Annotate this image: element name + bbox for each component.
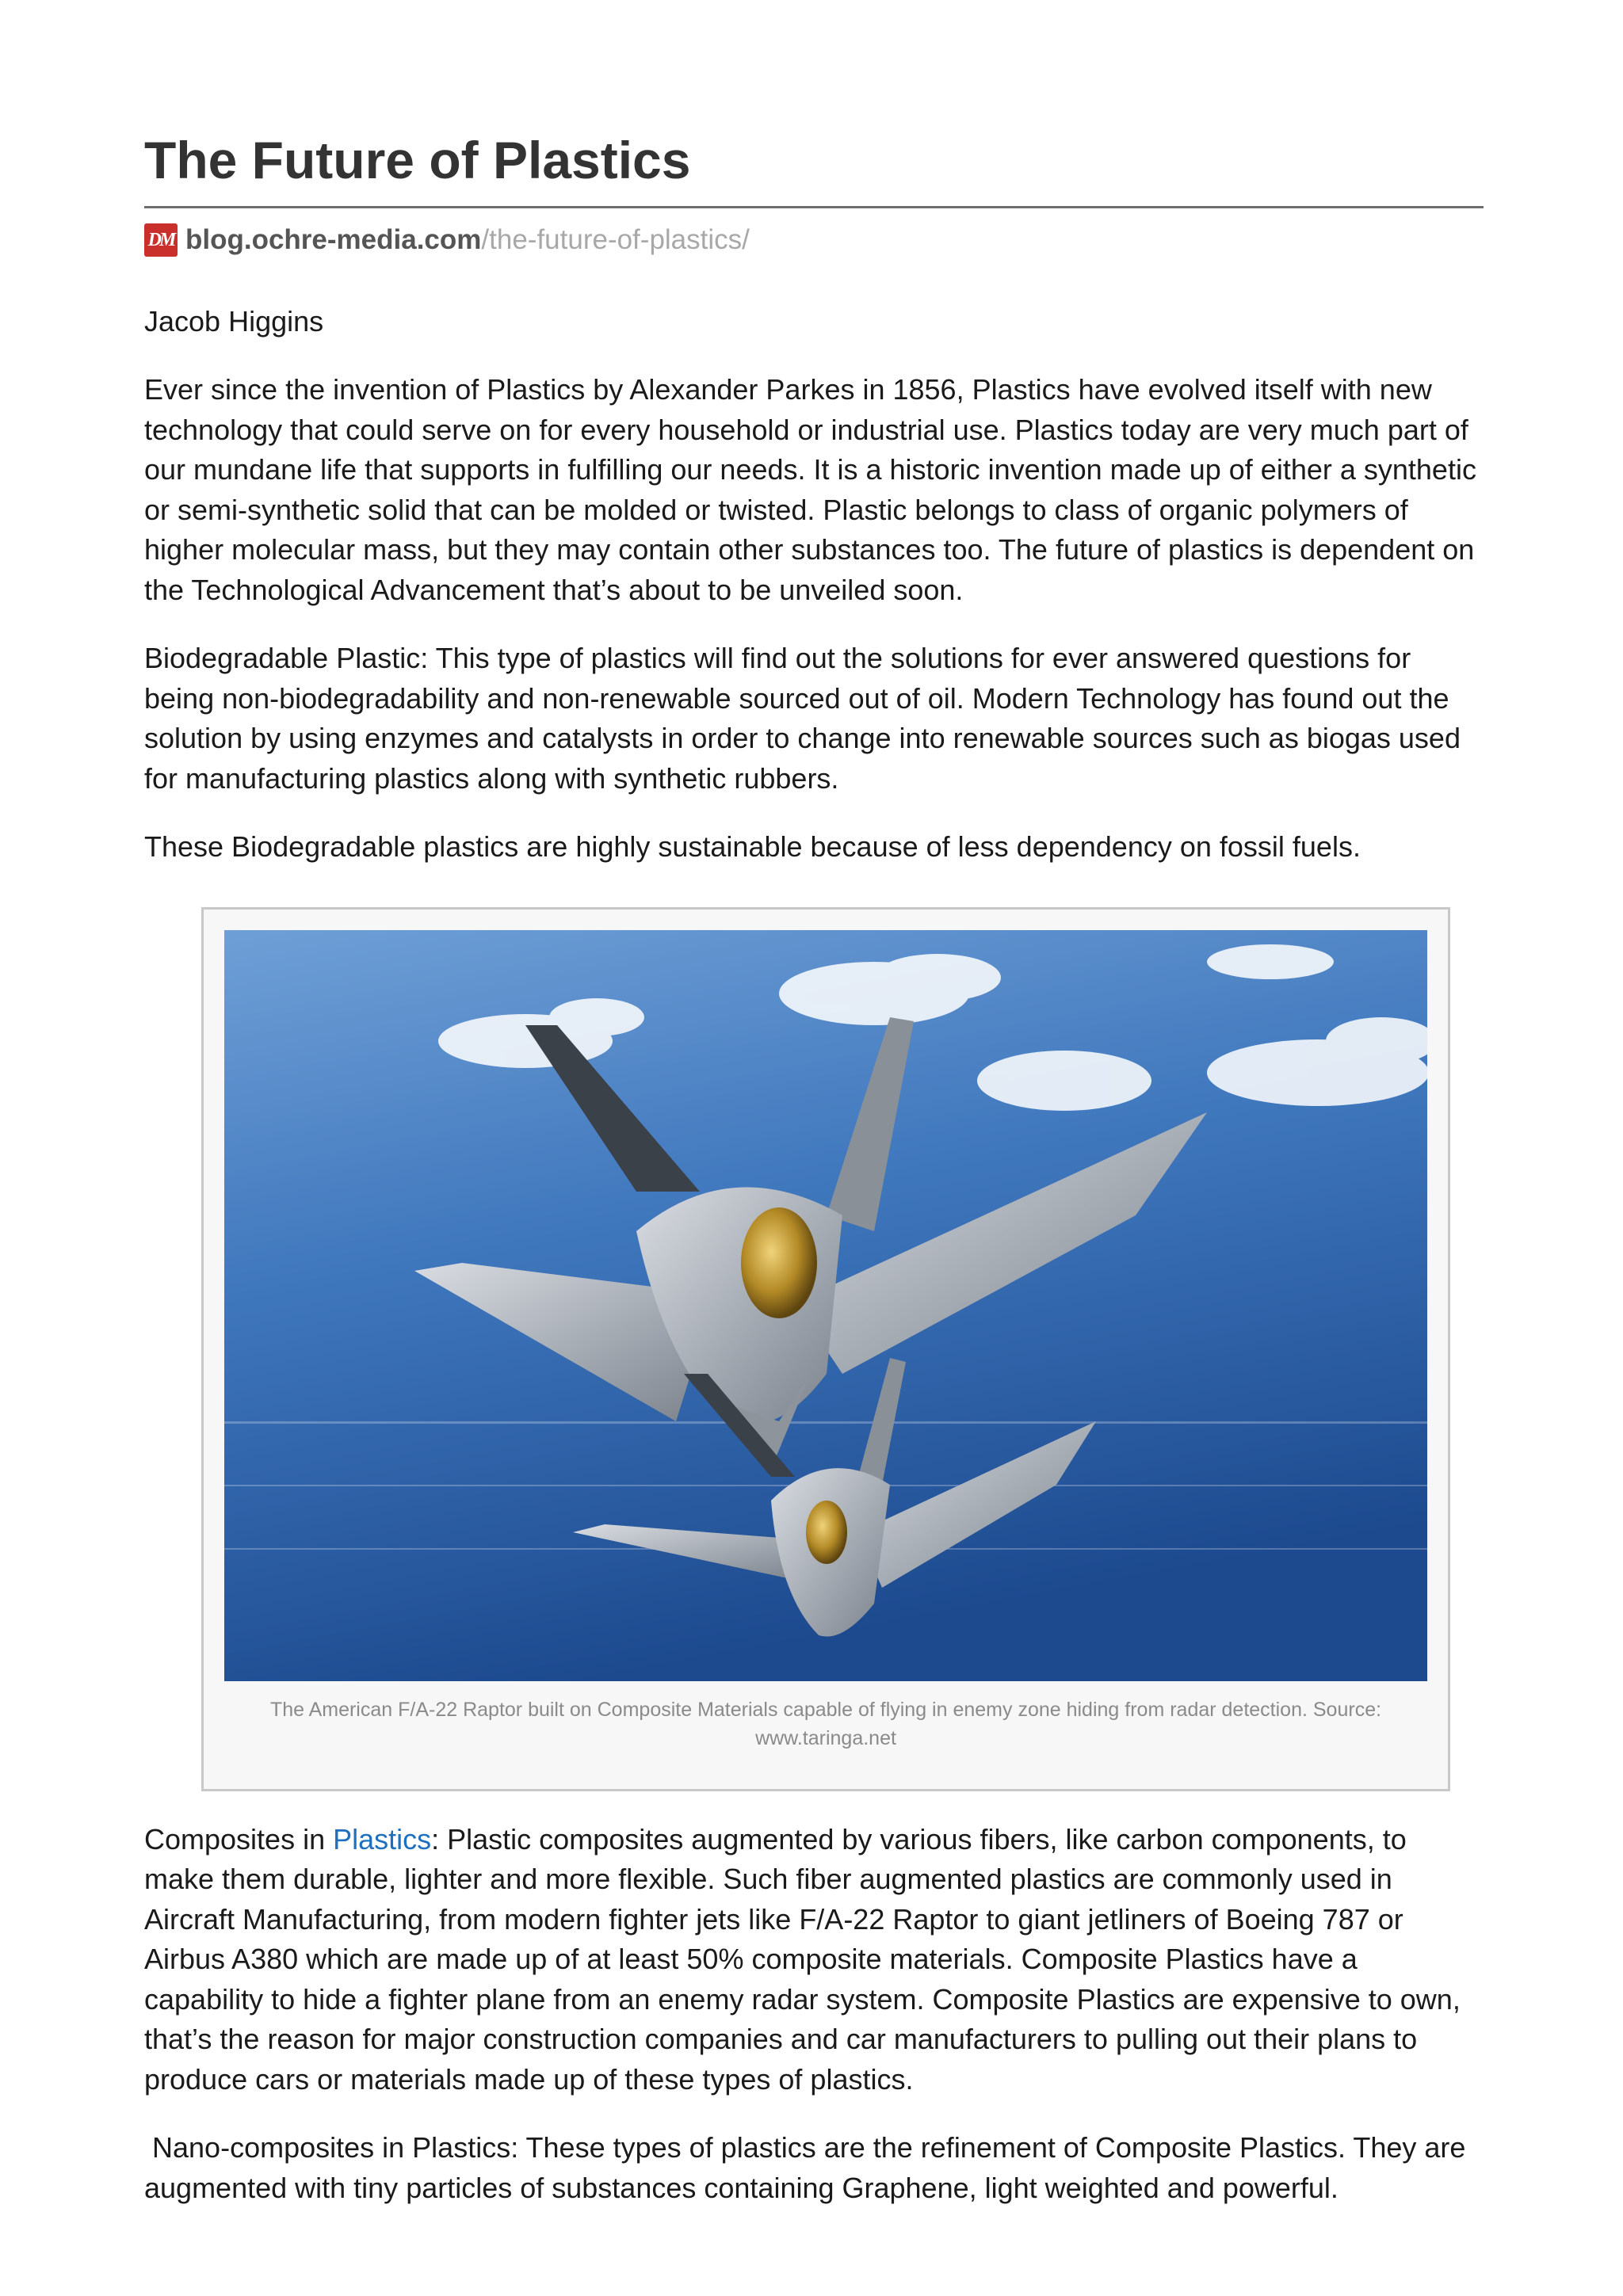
paragraph-sustainable: These Biodegradable plastics are highly sustainable because of less dependency on fossil fuels. — [144, 830, 1361, 863]
composites-text: : Plastic composites augmented by various fibers, like carbon components, to make them durable, lighter and more flexible. Such fiber augmented plastics are commonly used in Aircraft Manufacturing, from modern fighter jets like F/A-22 Raptor to giant jetliners of Boeing 787 or Airbus A380 which are made up of at least 50% composite materials. Composite Plastics have a capability to hide a fighter plane from an enemy radar system. Composite Plastics are expensive to own, that’s the reason for major construction companies and car manufacturers to pulling out their plans to produce cars or materials made up of these types of plastics. — [144, 1822, 1461, 2096]
author-name: Jacob Higgins — [144, 305, 324, 338]
site-logo-icon: DM — [144, 223, 178, 257]
page-title: The Future of Plastics — [144, 127, 1484, 208]
fighter-jets-image — [224, 930, 1427, 1681]
paragraph-composites — [144, 1820, 1484, 2100]
composites-prefix: Composites in — [144, 1822, 334, 1855]
article — [144, 127, 1484, 2208]
paragraph-nano: Nano-composites in Plastics: These types of plastics are the refinement of Composite Plastics. They are augmented with tiny particles of substances containing Graphene, light weighted and powerful. — [144, 2131, 1474, 2204]
figure — [201, 907, 1450, 1791]
figure-caption: The American F/A-22 Raptor built on Composite Materials capable of flying in enemy zone hiding from radar detection. Source: www.taringa.net — [269, 1698, 1382, 1749]
paragraph-biodegradable: Biodegradable Plastic: This type of plastics will find out the solutions for ever answered questions for being non-biodegradability and non-renewable sourced out of oil. Modern Technology has found out the solution by using enzymes and catalysts in order to change into renewable sources such as biogas used for manufacturing plastics along with synthetic rubbers. — [144, 642, 1461, 795]
paragraph-intro: Ever since the invention of Plastics by Alexander Parkes in 1856, Plastics have evolved itself with new technology that could serve on for every household or industrial use. Plastics today are very much part of our mundane life that supports in fulfilling our needs. It is a historic invention made up of either a synthetic or semi-synthetic solid that can be molded or twisted. Plastic belongs to class of organic polymers of higher molecular mass, but they may contain other substances too. The future of plastics is dependent on the Technological Advancement that’s about to be unveiled soon. — [144, 373, 1476, 606]
source-path[interactable]: /the-future-of-plastics/ — [481, 224, 750, 255]
fighter-jets-photo — [224, 930, 1427, 1681]
source-domain[interactable]: blog.ochre-media.com — [185, 224, 482, 255]
plastics-link[interactable]: Plastics — [333, 1822, 432, 1855]
source-link[interactable] — [144, 223, 1484, 257]
